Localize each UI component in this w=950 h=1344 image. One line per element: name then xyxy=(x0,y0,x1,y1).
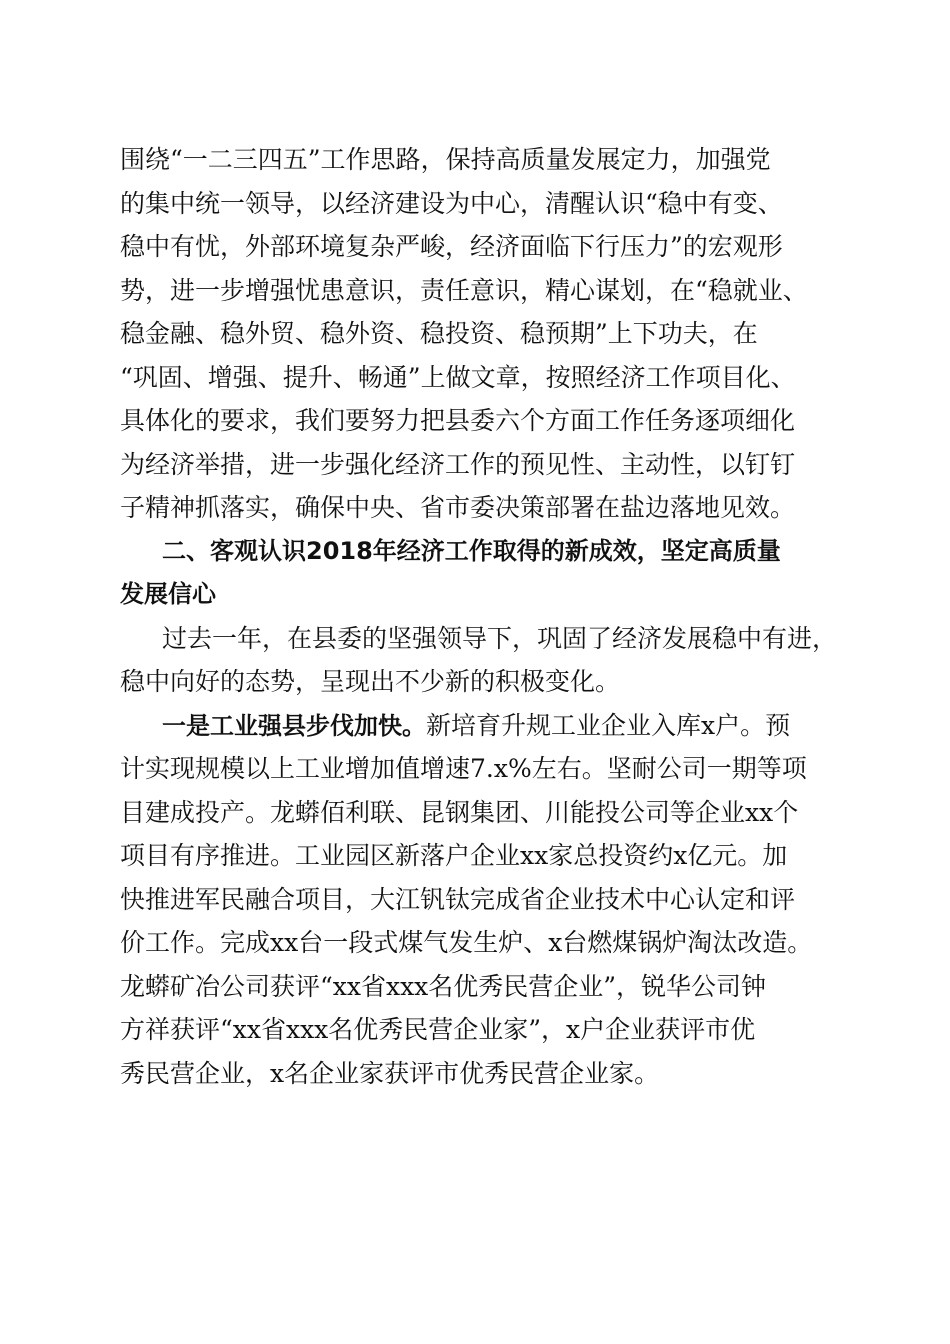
lead-phrase: 一是工业强县步伐加快。 xyxy=(162,711,426,740)
text-line: 龙蟒矿冶公司获评“xx省xxx名优秀民营企业”，锐华公司钟 xyxy=(120,971,767,1001)
paragraph-industry xyxy=(120,704,840,1096)
text-line: 秀民营企业，x名企业家获评市优秀民营企业家。 xyxy=(120,1058,660,1088)
text-line: “巩固、增强、提升、畅通”上做文章，按照经济工作项目化、 xyxy=(120,362,796,392)
text-line: 项目有序推进。工业园区新落户企业xx家总投资约x亿元。加 xyxy=(120,841,788,870)
text-line: 为经济举措，进一步强化经济工作的预见性、主动性，以钉钉 xyxy=(120,449,796,479)
text-line: 快推进军民融合项目，大江钒钛完成省企业技术中心认定和评 xyxy=(120,884,796,914)
text-line: 势，进一步增强忧患意识，责任意识，精心谋划，在“稳就业、 xyxy=(120,275,808,305)
text-line: 围绕“一二三四五”工作思路，保持高质量发展定力，加强党 xyxy=(120,145,771,174)
text-line: 子精神抓落实，确保中央、省市委决策部署在盐边落地见效。 xyxy=(120,493,796,522)
text-line xyxy=(120,704,840,748)
section-heading-2 xyxy=(120,530,840,617)
paragraph-work-approach xyxy=(120,138,840,530)
paragraph-past-year xyxy=(120,617,840,704)
text-line: 目建成投产。龙蟒佰利联、昆钢集团、川能投公司等企业xx个 xyxy=(120,797,799,827)
heading-line: 二、客观认识2018年经济工作取得的新成效，坚定高质量 xyxy=(162,536,781,565)
heading-line: 发展信心 xyxy=(120,580,216,608)
text-line: 稳中有忧，外部环境复杂严峻，经济面临下行压力”的宏观形 xyxy=(120,232,783,261)
text-line: 稳金融、稳外贸、稳外资、稳投资、稳预期”上下功夫，在 xyxy=(120,319,758,348)
text-line: 过去一年，在县委的坚强领导下，巩固了经济发展稳中有进， xyxy=(162,623,838,653)
text-line: 价工作。完成xx台一段式煤气发生炉、x台燃煤锅炉淘汰改造。 xyxy=(120,928,813,957)
text-segment: 新培育升规工业企业入库x户。预 xyxy=(426,710,791,740)
text-line: 计实现规模以上工业增加值增速7.x%左右。坚耐公司一期等项 xyxy=(120,754,807,783)
text-line: 稳中向好的态势，呈现出不少新的积极变化。 xyxy=(120,667,621,696)
text-line: 的集中统一领导，以经济建设为中心，清醒认识“稳中有变、 xyxy=(120,188,783,218)
document-body xyxy=(120,138,840,1095)
text-line: 具体化的要求，我们要努力把县委六个方面工作任务逐项细化 xyxy=(120,406,796,435)
text-line: 方祥获评“xx省xxx名优秀民营企业家”，x户企业获评市优 xyxy=(120,1015,756,1044)
